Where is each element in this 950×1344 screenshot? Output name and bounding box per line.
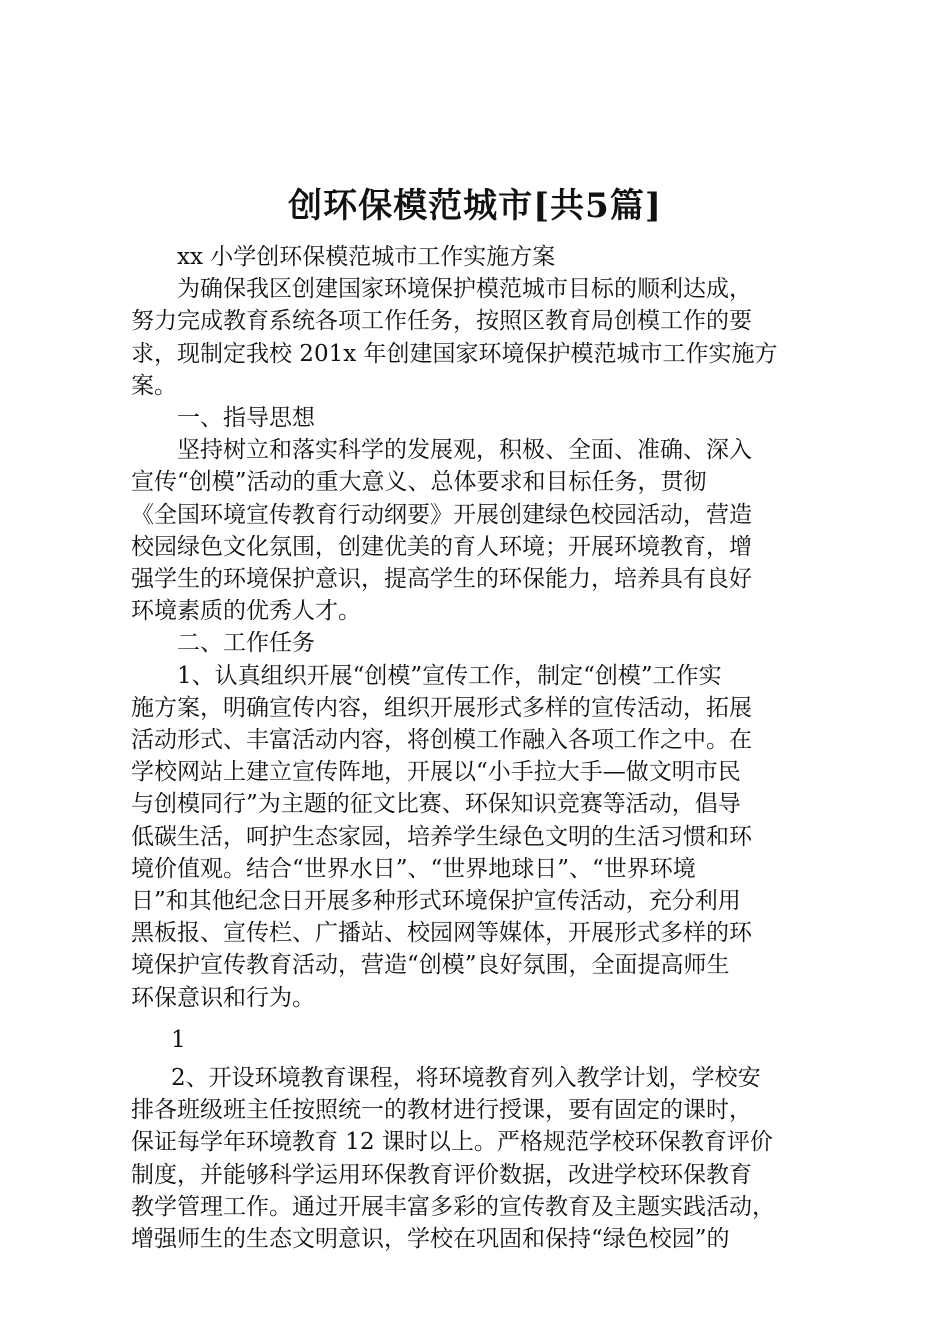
paragraph-line: 与创模同行”为主题的征文比赛、环保知识竞赛等活动，倡导 (131, 791, 741, 818)
paragraph-line: 教学管理工作。通过开展丰富多彩的宣传教育及主题实践活动， (131, 1193, 775, 1220)
paragraph-line: 施方案，明确宣传内容，组织开展形式多样的宣传活动，拓展 (131, 694, 752, 721)
paragraph-line: 学校网站上建立宣传阵地，开展以“小手拉大手—做文明市民 (131, 759, 741, 786)
paragraph-line: 2、开设环境教育课程，将环境教育列入教学计划，学校安 (171, 1065, 761, 1092)
paragraph-line: 求，现制定我校 201x 年创建国家环境保护模范城市工作实施方 (131, 340, 778, 367)
paragraph-line: 案。 (131, 372, 177, 399)
document-title: 创环保模范城市[共5篇] (288, 186, 662, 226)
paragraph-line: 境价值观。结合“世界水日”、“世界地球日”、“世界环境 (131, 855, 696, 882)
paragraph-line: 为确保我区创建国家环境保护模范城市目标的顺利达成， (177, 276, 752, 303)
paragraph-line: 校园绿色文化氛围，创建优美的育人环境；开展环境教育，增 (131, 533, 752, 560)
paragraph-line: 低碳生活，呵护生态家园，培养学生绿色文明的生活习惯和环 (131, 823, 752, 850)
paragraph-line: 环境素质的优秀人才。 (131, 598, 361, 625)
paragraph-line: 增强师生的生态文明意识，学校在巩固和保持“绿色校园”的 (131, 1226, 730, 1253)
document-body (131, 241, 833, 1255)
paragraph-line: 黑板报、宣传栏、广播站、校园网等媒体，开展形式多样的环 (131, 920, 752, 947)
page-number: 1 (171, 1026, 186, 1053)
plan-heading: xx 小学创环保模范城市工作实施方案 (177, 244, 556, 270)
section-heading: 一、指导思想 (177, 405, 315, 432)
paragraph-line: 排各班级班主任按照统一的教材进行授课，要有固定的课时， (131, 1097, 752, 1124)
paragraph-line: 努力完成教育系统各项工作任务，按照区教育局创模工作的要 (131, 308, 752, 335)
paragraph-line: 1、认真组织开展“创模”宣传工作，制定“创模”工作实 (177, 662, 722, 689)
paragraph-line: 保证每学年环境教育 12 课时以上。严格规范学校环保教育评价 (131, 1129, 773, 1156)
paragraph-line: 宣传“创模”活动的重大意义、总体要求和目标任务，贯彻 (131, 469, 707, 496)
section-heading: 二、工作任务 (177, 630, 315, 657)
paragraph-line: 境保护宣传教育活动，营造“创模”良好氛围，全面提高师生 (131, 952, 730, 979)
paragraph-line: 活动形式、丰富活动内容，将创模工作融入各项工作之中。在 (131, 727, 752, 754)
paragraph-line: 坚持树立和落实科学的发展观，积极、全面、准确、深入 (177, 437, 752, 464)
paragraph-line: 环保意识和行为。 (131, 984, 315, 1011)
paragraph-line: 强学生的环境保护意识，提高学生的环保能力，培养具有良好 (131, 566, 752, 593)
paragraph-line: 日”和其他纪念日开展多种形式环境保护宣传活动，充分利用 (131, 888, 741, 915)
paragraph-line: 制度，并能够科学运用环保教育评价数据，改进学校环保教育 (131, 1161, 752, 1188)
paragraph-line: 《全国环境宣传教育行动纲要》开展创建绿色校园活动，营造 (131, 501, 752, 528)
